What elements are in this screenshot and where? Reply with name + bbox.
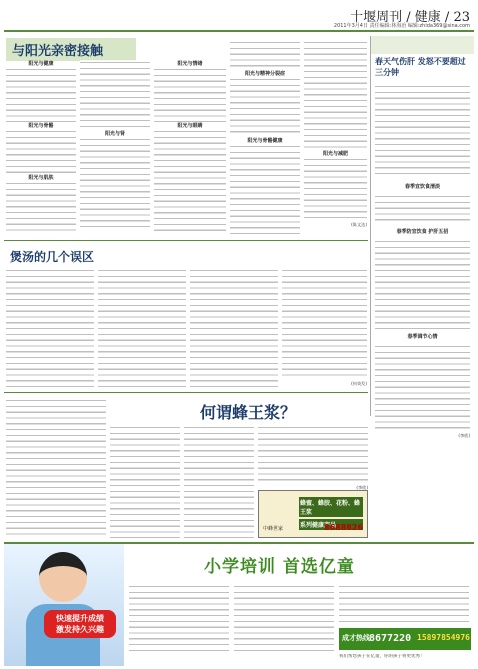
article1-subhead: 阳光与肌肤 — [28, 175, 54, 181]
ad-text-col2 — [234, 584, 334, 654]
ad-text-col3 — [339, 584, 469, 624]
sidebar-box — [370, 36, 474, 438]
article1-subhead: 阳光与肾 — [104, 131, 125, 137]
article2-col4 — [282, 268, 367, 380]
header-rule — [4, 30, 474, 32]
ad-bubble — [44, 610, 116, 638]
sidebar-credit: (李欣) — [458, 433, 470, 438]
sidebar-subhead: 春季调节心情 — [407, 334, 438, 340]
honey-ad-brand: 中蜂世家 — [263, 526, 284, 532]
article1-subhead: 阳光与骨骼健康 — [247, 138, 283, 144]
hotline-label: 成才热线 — [342, 634, 370, 642]
bubble-line1: 快速提升成绩 — [56, 614, 104, 623]
honey-ad-line1: 蜂蜜、蜂胶、花粉、蜂王浆 — [299, 497, 363, 517]
article1-col2 — [80, 60, 150, 235]
article1-subhead: 阳光与眼睛 — [177, 123, 203, 129]
article1-subhead: 阳光与骨骼 — [28, 123, 54, 129]
school-ad — [4, 542, 474, 666]
sidebar-title: 春天气伤肝 发怒不要超过三分钟 — [375, 57, 466, 77]
article1-col4 — [230, 40, 300, 235]
hotline-bar — [339, 628, 471, 650]
article3-title: 何谓蜂王浆？ — [200, 403, 297, 422]
ad-footer: 我们帮您孩子在亿童，你的孩子将更优秀！ — [339, 654, 425, 659]
article1-subhead: 阳光与健康 — [28, 61, 54, 67]
honey-ad-line2: 系列健康产品 — [299, 519, 363, 530]
ad-headline: 小学培训 首选亿童 — [204, 557, 355, 577]
article2-col1 — [6, 268, 94, 388]
child-photo — [4, 544, 124, 666]
article2-col3 — [190, 268, 278, 388]
sidebar-subhead: 春季宜饮食清淡 — [404, 184, 440, 190]
hotline-phone2: 15897854976 — [417, 633, 470, 642]
article1-subhead: 阳光与情绪 — [177, 61, 203, 67]
article1-col3 — [154, 60, 226, 235]
ad-text-col1 — [129, 584, 229, 654]
article2-title: 煲汤的几个误区 — [10, 250, 95, 264]
article3-col4 — [258, 425, 368, 485]
article1-col5 — [304, 40, 367, 235]
article3-credit: (李欣) — [356, 485, 368, 490]
article3-col2 — [110, 425, 180, 538]
article1-credit: (陈文达) — [351, 222, 367, 227]
article1-title: 与阳光亲密接触 — [6, 38, 136, 61]
article2-col2 — [98, 268, 186, 388]
article1-subhead: 阳光与精神分裂症 — [244, 71, 285, 77]
article3-col3 — [184, 425, 254, 538]
article1-col1 — [6, 60, 76, 235]
sidebar-subhead: 春季防宜饮食 护肝五招 — [396, 229, 449, 235]
page-header-title: 十堰周刊 / 健康 / 23 — [350, 10, 470, 25]
article2-credit: (何英发) — [351, 381, 367, 386]
honey-ad — [258, 490, 368, 538]
bubble-line2: 激发持久兴趣 — [56, 625, 104, 634]
hotline-phone1: 8677220 — [369, 633, 412, 644]
page-date-line: 2011年3月4日 责任编辑:林海治 编辑:zhida369@sina.com — [333, 23, 470, 29]
honey-ad-phone: 8688826 — [324, 523, 363, 532]
article3-col1 — [6, 398, 106, 538]
article1-subhead: 阳光与减肥 — [322, 151, 348, 157]
